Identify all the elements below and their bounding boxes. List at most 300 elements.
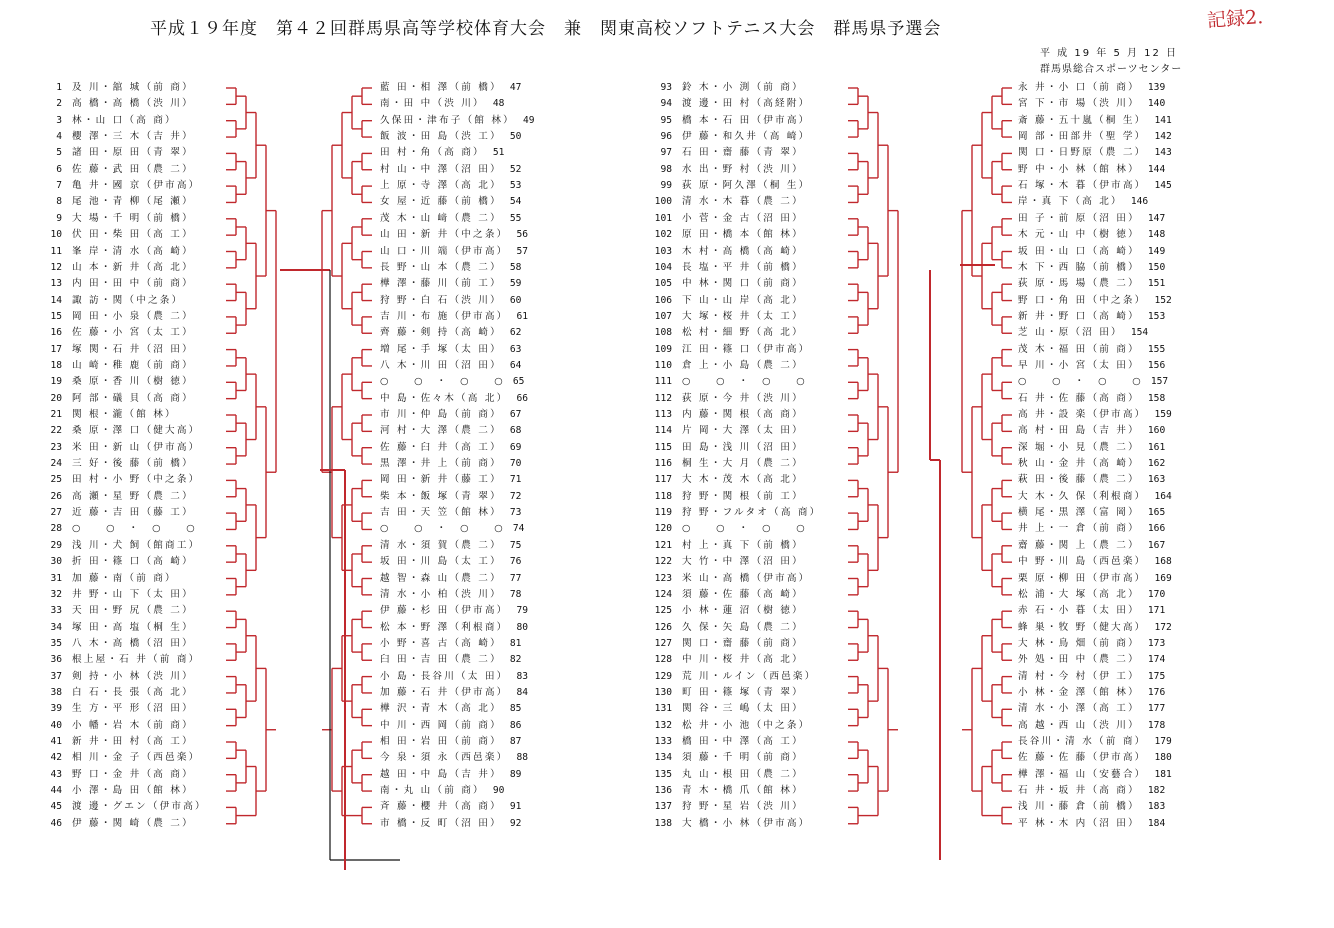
entry-players: 須 藤・千 明（前 商）: [682, 752, 804, 764]
entry-number: 173: [1147, 637, 1166, 649]
entry-number: 175: [1147, 670, 1166, 682]
bracket-entry: [1018, 718, 1170, 734]
entry-number: 26: [50, 490, 62, 502]
entry-number: 11: [50, 245, 62, 257]
entry-number: 81: [509, 637, 522, 649]
entry-players: 根上屋・石 井（前 商）: [72, 654, 201, 666]
entry-players: 中 林・関 口（前 商）: [682, 278, 804, 290]
entry-number: 139: [1147, 82, 1166, 93]
entry-number: 22: [50, 425, 62, 437]
entry-number: 145: [1154, 180, 1172, 192]
entry-players: 大 木・久 保（利根商）: [1018, 490, 1147, 502]
bracket-entry: [38, 391, 194, 407]
entry-number: 128: [654, 654, 672, 666]
bracket-entry: [1018, 391, 1170, 407]
entry-players: 大 場・千 明（前 橋）: [72, 212, 194, 224]
entry-number: 167: [1147, 539, 1166, 551]
entry-number: 57: [516, 245, 528, 257]
entry-players: 関 口・日野原（農 二）: [1018, 147, 1147, 159]
entry-number: 176: [1147, 686, 1166, 698]
bracket-entry: [380, 358, 532, 374]
entry-players: 塚 田・高 塩（桐 生）: [72, 621, 194, 633]
entry-players: 林・山 口（高 商）: [72, 114, 177, 126]
entry-players: 岡 田・小 泉（農 二）: [72, 310, 194, 322]
bracket-entry: [1018, 750, 1176, 766]
entry-players: 内 藤・関 根（高 商）: [682, 409, 804, 420]
bracket-entry: [38, 80, 194, 96]
entry-players: 早 川・小 宮（太 田）: [1018, 359, 1140, 371]
bracket-entry: [648, 472, 804, 488]
bracket-entry: [1018, 325, 1153, 341]
entry-players: 剣 持・小 林（渋 川）: [72, 670, 194, 682]
bracket-entry: [648, 603, 804, 619]
entry-players: 齋 藤・関 上（農 二）: [1018, 539, 1140, 551]
bracket-entry: [380, 113, 545, 129]
bracket-entry: [1018, 669, 1170, 685]
entry-number: 21: [50, 409, 62, 420]
entry-players: 関 口・齋 藤（前 商）: [682, 637, 804, 649]
entry-players: 岸・真 下（高 北）: [1018, 196, 1123, 208]
entry-number: 12: [50, 261, 62, 273]
entry-number: 136: [654, 785, 672, 797]
entry-number: 135: [654, 768, 672, 780]
bracket-entry: [380, 391, 538, 407]
entry-players: 三 好・後 藤（前 橋）: [72, 458, 194, 470]
entry-players: 野 口・金 井（高 商）: [72, 768, 194, 780]
entry-number: 151: [1147, 278, 1166, 290]
entry-number: 109: [654, 343, 672, 355]
entry-number: 20: [50, 392, 62, 404]
entry-players: 及 川・舘 城（前 商）: [72, 82, 194, 93]
bracket-entry: [38, 750, 200, 766]
entry-players: 清 水・須 賀（農 二）: [380, 539, 502, 551]
entry-number: 8: [56, 196, 62, 208]
bracket-entry: [648, 489, 804, 505]
entry-number: 113: [654, 409, 672, 420]
bracket-entry: [38, 685, 194, 701]
entry-number: 165: [1147, 507, 1166, 519]
entry-number: 157: [1150, 376, 1169, 388]
entry-number: 141: [1154, 114, 1172, 126]
entry-number: 38: [50, 686, 62, 698]
bracket-entry: [38, 701, 194, 717]
entry-number: 108: [654, 327, 672, 339]
bracket-entry: [38, 718, 194, 734]
bracket-entry: [380, 799, 532, 815]
bracket-entry: [1018, 374, 1173, 390]
entry-players: 伊 藤・杉 田（伊市高）: [380, 605, 509, 617]
bracket-entry: [380, 178, 532, 194]
entry-number: 180: [1154, 752, 1172, 764]
entry-number: 82: [509, 654, 522, 666]
bracket-entry: [1018, 472, 1170, 488]
entry-players: 荻 原・馬 場（農 二）: [1018, 278, 1140, 290]
entry-players: 新 井・野 口（高 崎）: [1018, 310, 1140, 322]
entry-number: 112: [654, 392, 672, 404]
bracket-entry: [1018, 636, 1170, 652]
bracket-entry: [1018, 816, 1170, 832]
entry-number: 156: [1147, 359, 1166, 371]
entry-number: 51: [492, 147, 505, 159]
entry-number: 90: [492, 785, 505, 797]
entry-number: 54: [509, 196, 522, 208]
entry-players: 相 川・金 子（西邑楽）: [72, 752, 201, 764]
bracket-entry: [380, 701, 532, 717]
entry-number: 15: [50, 310, 62, 322]
entry-number: 53: [509, 180, 522, 192]
bracket-entry: [648, 244, 804, 260]
entry-number: 120: [654, 523, 672, 535]
entry-number: 105: [654, 278, 672, 290]
bracket-entry: [38, 783, 194, 799]
bracket-entry: [38, 374, 194, 390]
entry-players: 秋 山・金 井（高 崎）: [1018, 458, 1140, 470]
bracket-entry: [380, 162, 532, 178]
bracket-entry: [1018, 538, 1170, 554]
bracket-entry: [38, 521, 197, 537]
entry-players: 橋 本・石 田（伊市高）: [682, 114, 811, 126]
entry-number: 64: [509, 359, 522, 371]
bracket-entry: [1018, 783, 1170, 799]
entry-players: 大 竹・中 澤（沼 田）: [682, 556, 804, 568]
entry-players: 横 尾・黒 澤（富 岡）: [1018, 507, 1140, 519]
bracket-entry: [648, 423, 804, 439]
entry-number: 14: [50, 294, 62, 306]
bracket-entry: [38, 489, 194, 505]
bracket-entry: [380, 750, 538, 766]
entry-players: 荻 原・今 井（渋 川）: [682, 392, 804, 404]
bracket-entry: [648, 587, 804, 603]
entry-players: ○ ○ ・ ○ ○: [72, 523, 197, 535]
entry-number: 96: [660, 131, 672, 143]
entry-number: 125: [654, 605, 672, 617]
entry-number: 16: [50, 327, 62, 339]
bracket-entry: [380, 489, 532, 505]
bracket-entry: [38, 342, 194, 358]
entry-number: 93: [660, 82, 672, 93]
entry-number: 149: [1147, 245, 1166, 257]
entry-players: 阿 部・礒 貝（高 商）: [72, 392, 194, 404]
entry-number: 134: [654, 752, 672, 764]
entry-players: 村 山・中 澤（沼 田）: [380, 163, 502, 175]
bracket-entry: [1018, 456, 1170, 472]
entry-players: 松 井・小 池（中之条）: [682, 719, 811, 731]
entry-number: 171: [1147, 605, 1166, 617]
bracket-entry: [648, 620, 804, 636]
bracket-entry: [1018, 423, 1170, 439]
entry-players: 臼 田・吉 田（農 二）: [380, 654, 502, 666]
bracket-entry: [38, 571, 177, 587]
entry-players: 村 上・真 下（前 橋）: [682, 539, 804, 551]
bracket-entry: [38, 145, 194, 161]
bracket-entry: [1018, 407, 1176, 423]
bracket-entry: [648, 701, 804, 717]
bracket-entry: [38, 309, 194, 325]
entry-players: 高 瀬・星 野（農 二）: [72, 490, 194, 502]
entry-number: 163: [1147, 474, 1166, 486]
bracket-entry: [38, 194, 194, 210]
entry-number: 84: [516, 686, 528, 698]
entry-number: 27: [50, 507, 62, 519]
entry-number: 6: [56, 163, 62, 175]
entry-number: 92: [509, 817, 522, 829]
entry-number: 69: [509, 441, 522, 453]
entry-players: 萩 田・後 藤（農 二）: [1018, 474, 1140, 486]
entry-players: 櫻 澤・三 木（吉 井）: [72, 131, 194, 143]
entry-number: 24: [50, 458, 62, 470]
entry-number: 23: [50, 441, 62, 453]
entry-players: 清 水・小 澤（高 工）: [1018, 703, 1140, 715]
entry-players: 藍 田・相 澤（前 橋）: [380, 82, 502, 93]
entry-players: 伊 藤・和久井（高 崎）: [682, 131, 811, 143]
entry-number: 73: [509, 507, 522, 519]
entry-players: 松 本・野 澤（利根商）: [380, 621, 509, 633]
entry-number: 37: [50, 670, 62, 682]
entry-players: 関 谷・三 嶋（太 田）: [682, 703, 804, 715]
entry-players: ○ ○ ・ ○ ○: [1018, 376, 1143, 388]
entry-number: 2: [56, 98, 62, 110]
bracket-entry: [38, 325, 194, 341]
bracket-entry: [648, 342, 810, 358]
entry-number: 70: [509, 458, 522, 470]
entry-number: 86: [509, 719, 522, 731]
entry-players: 木 元・山 中（樹 徳）: [1018, 229, 1140, 241]
entry-number: 164: [1154, 490, 1172, 502]
entry-number: 32: [50, 588, 62, 600]
entry-number: 30: [50, 556, 62, 568]
entry-players: 栗 原・柳 田（伊市高）: [1018, 572, 1147, 584]
bracket-entry: [380, 816, 532, 832]
entry-number: 10: [50, 229, 62, 241]
entry-players: 久 保・矢 島（農 二）: [682, 621, 804, 633]
entry-number: 119: [654, 507, 672, 519]
bracket-entry: [38, 603, 194, 619]
entry-players: 坂 田・川 島（太 工）: [380, 556, 502, 568]
bracket-entry: [648, 96, 810, 112]
bracket-entry: [38, 440, 200, 456]
entry-number: 101: [654, 212, 672, 224]
entry-players: 黒 澤・井 上（前 商）: [380, 458, 502, 470]
entry-number: 111: [654, 376, 672, 388]
entry-number: 177: [1147, 703, 1166, 715]
entry-number: 160: [1147, 425, 1166, 437]
entry-players: 亀 井・國 京（伊市高）: [72, 180, 201, 192]
entry-number: 36: [50, 654, 62, 666]
entry-players: 高 橋・高 橋（渋 川）: [72, 98, 194, 110]
entry-players: 白 石・長 張（高 北）: [72, 686, 194, 698]
entry-players: 飯 波・田 島（渋 工）: [380, 131, 502, 143]
entry-players: 長 塩・平 井（前 橋）: [682, 261, 804, 273]
entry-players: 長谷川・清 水（前 商）: [1018, 736, 1147, 747]
bracket-entry: [380, 440, 532, 456]
entry-players: 大 木・茂 木（高 北）: [682, 474, 804, 486]
entry-number: 106: [654, 294, 672, 306]
entry-players: 長 野・山 本（農 二）: [380, 261, 502, 273]
entry-number: 80: [516, 621, 528, 633]
entry-players: 相 田・岩 田（前 商）: [380, 736, 502, 747]
bracket-entry: [1018, 603, 1170, 619]
entry-number: 39: [50, 703, 62, 715]
bracket-entry: [380, 96, 515, 112]
bracket-entry: [38, 162, 194, 178]
entry-players: 小 林・金 澤（館 林）: [1018, 686, 1140, 698]
entry-number: 97: [660, 147, 672, 159]
bracket-entry: [38, 767, 194, 783]
bracket-entry: [648, 391, 804, 407]
bracket-entry: [380, 145, 515, 161]
entry-players: 小 澤・島 田（館 林）: [72, 785, 194, 797]
entry-number: 41: [50, 736, 62, 747]
entry-number: 29: [50, 539, 62, 551]
entry-number: 150: [1147, 261, 1166, 273]
bracket-entry: [380, 636, 532, 652]
bracket-entry: [1018, 587, 1170, 603]
entry-players: 田 村・小 野（中之条）: [72, 474, 201, 486]
entry-number: 132: [654, 719, 672, 731]
entry-number: 87: [509, 736, 522, 747]
bracket-entry: [648, 145, 804, 161]
entry-players: 石 塚・木 暮（伊市高）: [1018, 180, 1147, 192]
handwritten-stamp: 記録2.: [1206, 6, 1264, 32]
entry-players: 山 崎・稚 鹿（前 商）: [72, 359, 194, 371]
entry-number: 166: [1147, 523, 1166, 535]
entry-number: 110: [654, 359, 672, 371]
entry-number: 61: [516, 310, 528, 322]
entry-number: 158: [1147, 392, 1166, 404]
entry-number: 3: [56, 114, 62, 126]
entry-players: 倉 上・小 島（農 二）: [682, 359, 804, 371]
bracket-entry: [38, 505, 194, 521]
entry-number: 63: [509, 343, 522, 355]
entry-players: 蜂 巣・牧 野（健大高）: [1018, 621, 1147, 633]
entry-number: 154: [1130, 327, 1149, 339]
bracket-entry: [380, 423, 532, 439]
entry-players: 中 島・佐々木（高 北）: [380, 392, 509, 404]
entry-players: 野 中・小 林（館 林）: [1018, 163, 1140, 175]
entry-players: 生 方・平 形（沼 田）: [72, 703, 194, 715]
entry-number: 68: [509, 425, 522, 437]
entry-players: 岡 田・新 井（藤 工）: [380, 474, 502, 486]
entry-number: 60: [509, 294, 522, 306]
entry-players: 久保田・津布子（館 林）: [380, 114, 515, 126]
entry-number: 131: [654, 703, 672, 715]
entry-number: 83: [516, 670, 528, 682]
entry-number: 89: [509, 768, 522, 780]
bracket-entry: [1018, 211, 1170, 227]
entry-players: 関 根・瀧（館 林）: [72, 409, 177, 420]
entry-number: 159: [1154, 409, 1172, 420]
entry-players: 小 幡・岩 木（前 商）: [72, 719, 194, 731]
bracket-entry: [38, 734, 194, 750]
entry-number: 45: [50, 801, 62, 813]
bracket-entry: [1018, 342, 1170, 358]
bracket-entry: [38, 669, 194, 685]
entry-number: 117: [654, 474, 672, 486]
bracket-entry: [38, 358, 194, 374]
bracket-entry: [1018, 113, 1176, 129]
entry-players: 柴 本・飯 塚（青 翠）: [380, 490, 502, 502]
entry-number: 95: [660, 114, 672, 126]
bracket-entry: [38, 211, 194, 227]
entry-players: 町 田・篠 塚（青 翠）: [682, 686, 804, 698]
entry-players: 水 出・野 村（渋 川）: [682, 163, 804, 175]
bracket-entry: [380, 456, 532, 472]
entry-number: 121: [654, 539, 672, 551]
entry-players: 新 井・田 村（高 工）: [72, 736, 194, 747]
bracket-entry: [1018, 145, 1176, 161]
bracket-entry: [38, 244, 194, 260]
bracket-entry: [38, 129, 194, 145]
entry-number: 33: [50, 605, 62, 617]
bracket-entry: [380, 571, 532, 587]
entry-number: 48: [492, 98, 505, 110]
entry-players: 木 下・西 脇（前 橋）: [1018, 261, 1140, 273]
entry-number: 169: [1154, 572, 1172, 584]
bracket-entry: [1018, 685, 1170, 701]
entry-number: 34: [50, 621, 62, 633]
entry-number: 129: [654, 670, 672, 682]
entry-players: 渡 邊・田 村（高経附）: [682, 98, 811, 110]
bracket-entry: [38, 227, 194, 243]
entry-players: 塚 関・石 井（沼 田）: [72, 343, 194, 355]
bracket-entry: [1018, 571, 1176, 587]
entry-players: 天 田・野 尻（農 二）: [72, 605, 194, 617]
entry-number: 172: [1154, 621, 1172, 633]
entry-number: 18: [50, 359, 62, 371]
bracket-entry: [380, 554, 532, 570]
entry-number: 115: [654, 441, 672, 453]
entry-number: 28: [50, 523, 62, 535]
entry-players: 小 林・蓮 沼（樹 徳）: [682, 605, 804, 617]
bracket-entry: [1018, 358, 1170, 374]
entry-players: 片 岡・大 澤（太 田）: [682, 425, 804, 437]
bracket-entry: [648, 734, 804, 750]
venue-name: 群馬県総合スポーツセンター: [1040, 64, 1183, 75]
entry-players: 吉 田・天 笠（館 林）: [380, 507, 502, 519]
entry-number: 46: [50, 817, 62, 829]
bracket-entry: [38, 472, 200, 488]
entry-players: 大 橋・小 林（伊市高）: [682, 817, 811, 829]
entry-number: 143: [1154, 147, 1172, 159]
bracket-entry: [38, 652, 200, 668]
entry-players: 桐 生・大 月（農 二）: [682, 458, 804, 470]
entry-players: 荒 川・ルイン（西邑楽）: [682, 670, 817, 682]
entry-players: 樺 沢・青 木（高 北）: [380, 703, 502, 715]
entry-number: 77: [509, 572, 522, 584]
bracket-entry: [648, 636, 804, 652]
entry-number: 85: [509, 703, 522, 715]
bracket-entry: [380, 374, 535, 390]
entry-number: 65: [512, 376, 525, 388]
entry-players: 山 田・新 井（中之条）: [380, 229, 509, 241]
entry-players: 小 野・喜 古（高 崎）: [380, 637, 502, 649]
entry-number: 62: [509, 327, 522, 339]
bracket-entry: [380, 685, 538, 701]
entry-players: 深 堀・小 見（農 二）: [1018, 441, 1140, 453]
bracket-entry: [38, 816, 194, 832]
bracket-entry: [38, 293, 183, 309]
entry-players: 佐 藤・臼 井（高 工）: [380, 441, 502, 453]
bracket-entry: [1018, 505, 1170, 521]
bracket-entry: [648, 799, 804, 815]
entry-players: 茂 木・山 﨑（農 二）: [380, 212, 502, 224]
bracket-entry: [380, 538, 532, 554]
entry-players: 越 田・中 島（吉 井）: [380, 768, 502, 780]
bracket-entry: [380, 293, 532, 309]
entry-number: 55: [509, 212, 522, 224]
entry-number: 162: [1147, 458, 1166, 470]
bracket-entry: [648, 358, 804, 374]
